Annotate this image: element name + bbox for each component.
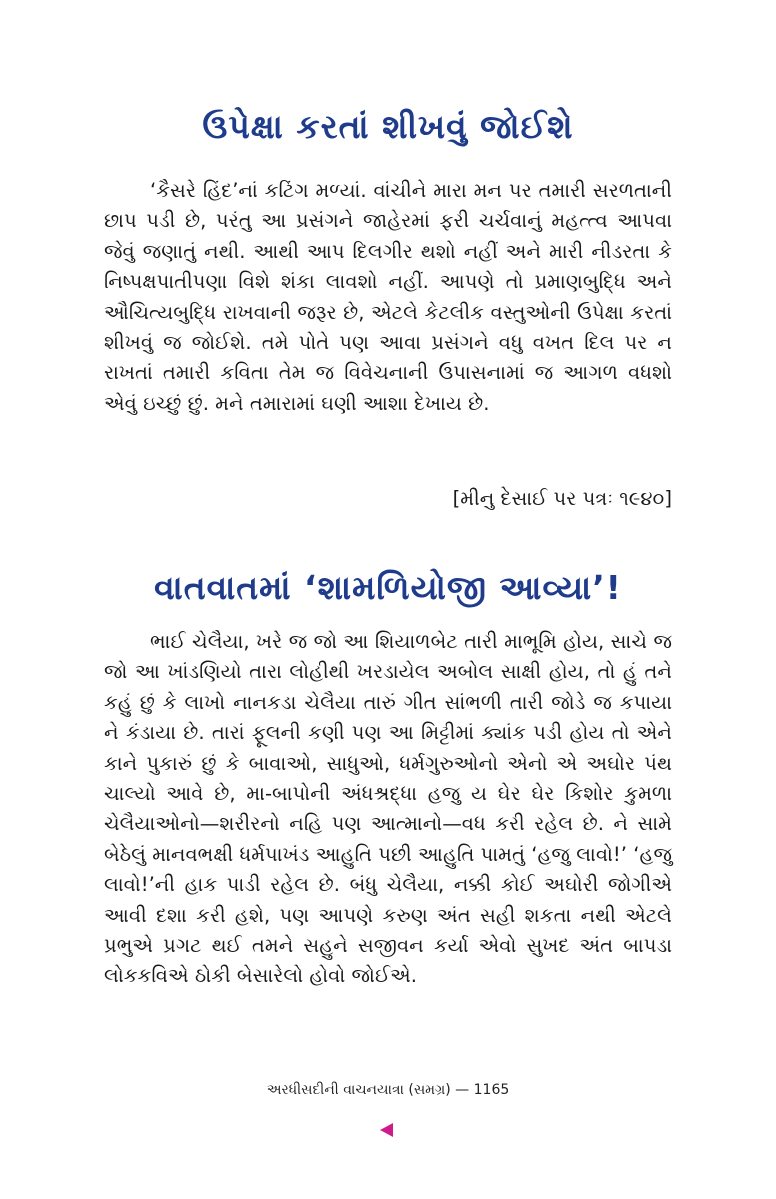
section-title: વાતવાતમાં ‘શામળિયોજી આવ્યા’!: [154, 568, 622, 607]
triangle-left-icon[interactable]: [380, 1123, 393, 1137]
section-paragraph: ‘કૈસરે હિંદ’નાં કટિંગ મળ્યાં. વાંચીને મારા મન પર તમારી સરળતાની છાપ પડી છે, પરંતુ આ પ્રસંગને જાહેરમાં ફરી ચર્ચવાનું મહત્ત્વ આપવા જેવું જણાતું નથી. આથી આપ દિલગીર થશો નહીં અને મારી નીડરતા કે નિષ્પક્ષપાતીપણા વિશે શંકા લાવશો નહીં. આપણે તો પ્રમાણબુદ્ધિ અને ઔચિત્યબુદ્ધિ રાખવાની જરૂર છે, એટલે કેટલીક વસ્તુઓની ઉપેક્ષા કરતાં શીખવું જ જોઈશે. તમે પોતે પણ આવા પ્રસંગને વધુ વખત દિલ પર ન રાખતાં તમારી કવિતા તેમ જ વિવેચનાની ઉપાસનામાં જ આગળ વધશો એવું ઇચ્છું છું. મને તમારામાં ઘણી આશા દેખાય છે.: [104, 179, 672, 415]
citation: [મીનુ દેસાઈ પર પત્રઃ ૧૯૪૦]: [452, 487, 672, 510]
page-footer: અરધીસદીની વાચનયાત્રા (સમગ્ર) — 1165: [266, 1082, 510, 1098]
section-title: ઉપેક્ષા કરતાં શીખવું જોઈશે: [202, 107, 574, 146]
section-paragraph: ભાઈ ચેલૈયા, ખરે જ જો આ શિયાળબેટ તારી માભૂમિ હોય, સાચે જ જો આ ખાંડણિયો તારા લોહીથી ખરડાયેલ અબોલ સાક્ષી હોય, તો હું તને કહું છું કે લાખો નાનકડા ચેલૈયા તારું ગીત સાંભળી તારી જોડે જ કપાયા ને કંડાયા છે. તારાં ફૂલની કણી પણ આ મિટ્ટીમાં ક્યાંક પડી હોય તો એને કાને પુકારું છું કે બાવાઓ, સાધુઓ, ધર્મગુરુઓનો એનો એ અઘોર પંથ ચાલ્યો આવે છે, મા-બાપોની અંધશ્રદ્ધા હજુ ય ઘેર ઘેર કિશોર કુમળા ચેલૈયાઓનો—શરીરનો નહિ પણ આત્માનો—વધ કરી રહેલ છે. ને સામે બેઠેલું માનવભક્ષી ધર્મપાખંડ આહુતિ પછી આહુતિ પામતું ‘હજુ લાવો!’ ‘હજુ લાવો!’ની હાક પાડી રહેલ છે. બંધુ ચેલૈયા, નક્કી કોઈ અઘોરી જોગીએ આવી દશા કરી હશે, પણ આપણે કરુણ અંત સહી શકતા નથી એટલે પ્રભુએ પ્રગટ થઈ તમને સહુને સજીવન કર્યા એવો સુખદ અંત બાપડા લોકકવિએ ઠોકી બેસારેલો હોવો જોઈએ.: [104, 630, 672, 988]
